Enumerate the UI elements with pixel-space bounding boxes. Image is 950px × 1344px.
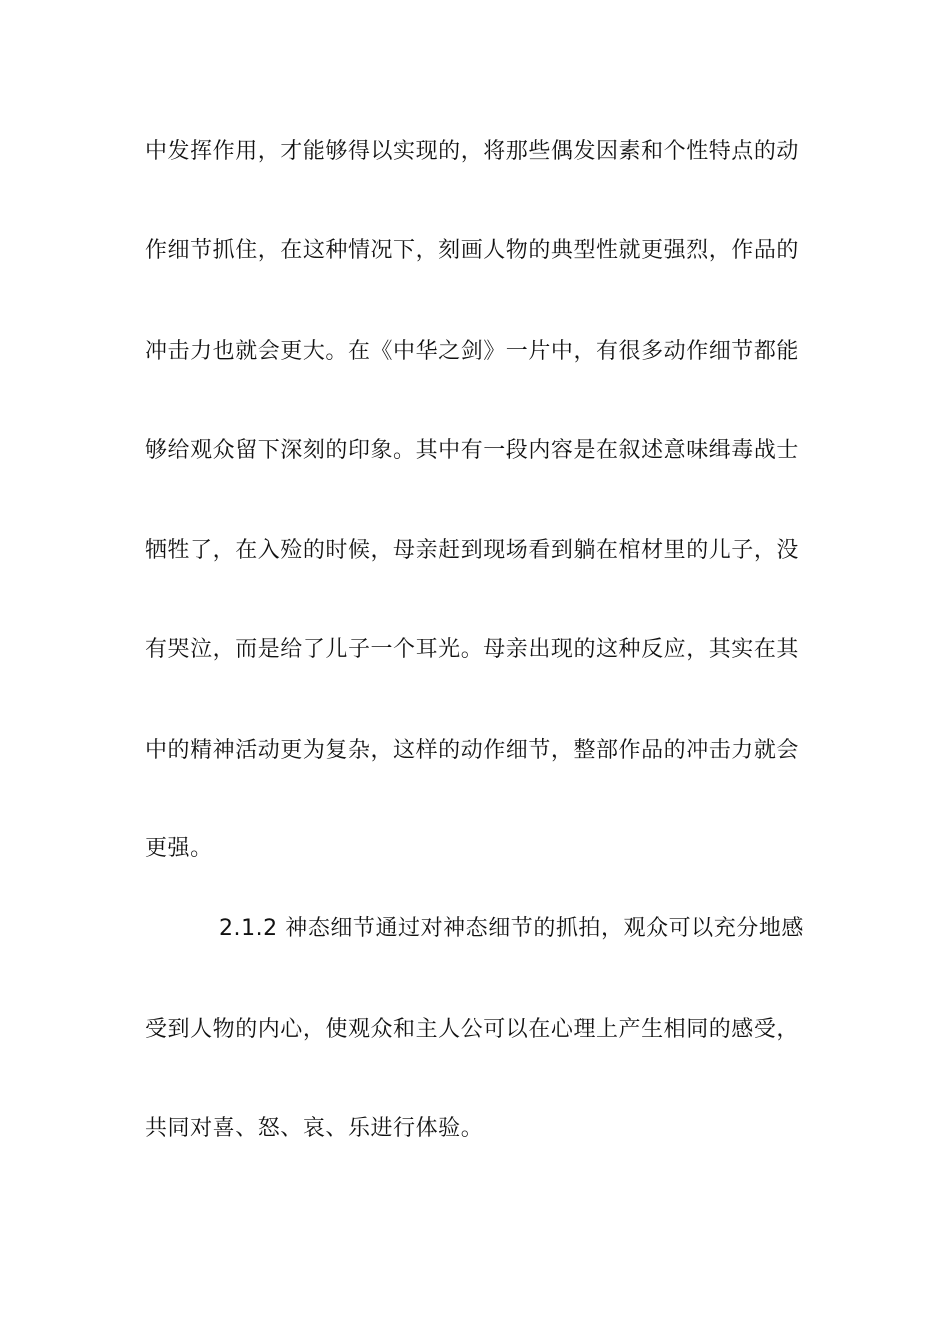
paragraph-line: 共同对喜、怒、哀、乐进行体验。 xyxy=(145,1116,484,1141)
paragraph-line: 更强。 xyxy=(145,836,213,861)
paragraph-line: 够给观众留下深刻的印象。其中有一段内容是在叙述意味缉毒战士 xyxy=(145,438,799,463)
paragraph-line: 中发挥作用，才能够得以实现的，将那些偶发因素和个性特点的动 xyxy=(145,139,799,164)
paragraph-line: 受到人物的内心，使观众和主人公可以在心理上产生相同的感受， xyxy=(145,1017,799,1042)
paragraph-line: 牺牲了，在入殓的时候，母亲赶到现场看到躺在棺材里的儿子，没 xyxy=(145,538,799,563)
section-heading-line: 2.1.2 神态细节通过对神态细节的抓拍，观众可以充分地感 xyxy=(219,916,804,941)
paragraph-line: 有哭泣，而是给了儿子一个耳光。母亲出现的这种反应，其实在其 xyxy=(145,637,799,662)
paragraph-line: 冲击力也就会更大。在《中华之剑》一片中，有很多动作细节都能 xyxy=(145,339,799,364)
paragraph-line: 作细节抓住，在这种情况下，刻画人物的典型性就更强烈，作品的 xyxy=(145,238,799,263)
paragraph-line: 中的精神活动更为复杂，这样的动作细节，整部作品的冲击力就会 xyxy=(145,738,799,763)
